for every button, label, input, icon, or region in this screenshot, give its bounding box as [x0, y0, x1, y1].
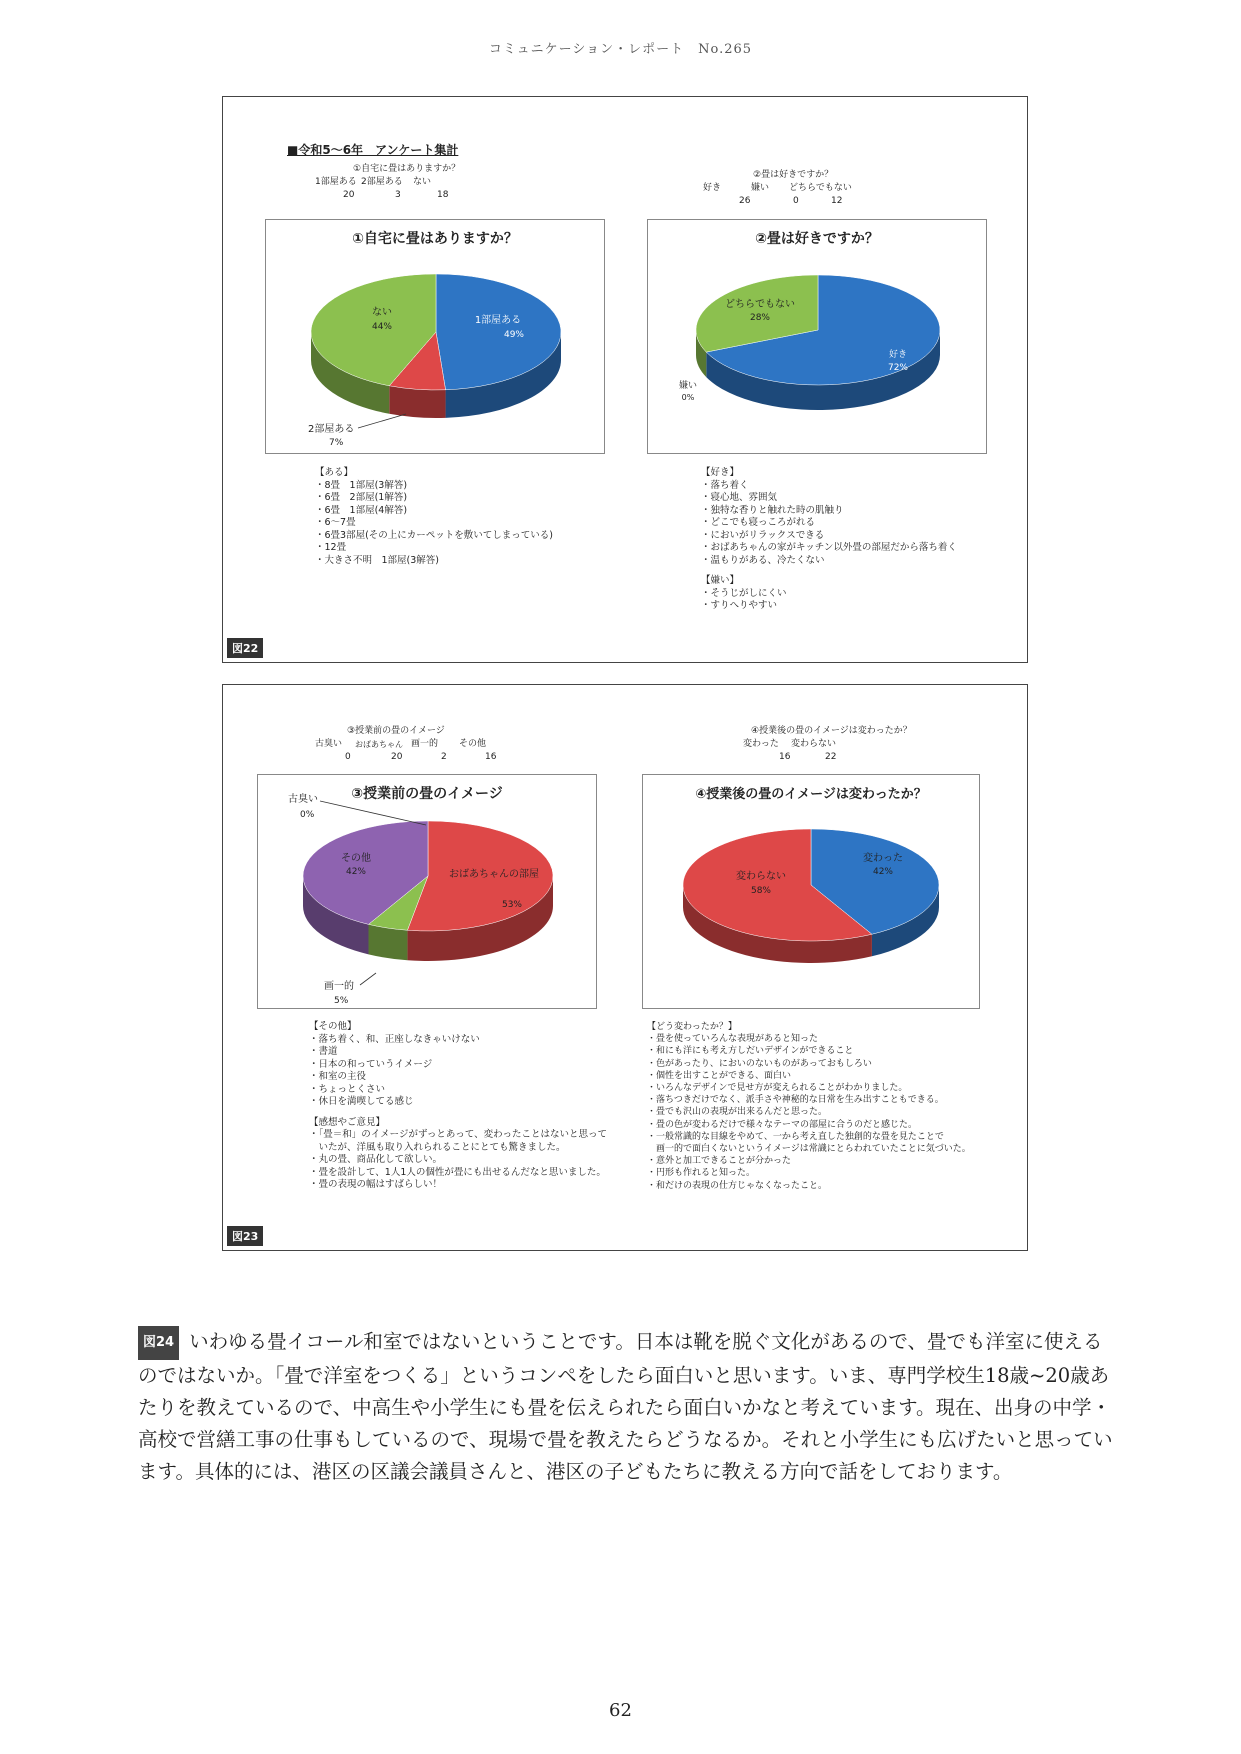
chart-q2 — [647, 219, 987, 454]
chart-q1 — [265, 219, 605, 454]
table-q1-val: 18 — [437, 190, 449, 200]
note-line: 【ある】 — [315, 467, 354, 478]
note-line: ・おばあちゃんの家がキッチン以外畳の部屋だから落ち着く — [701, 542, 957, 553]
chart-q3 — [257, 774, 597, 1009]
pie-label: 0% — [300, 810, 315, 820]
note-line: ・6畳3部屋(その上にカーペットを敷いてしまっている) — [315, 529, 554, 541]
note-line: ・畳でも沢山の表現が出来るんだと思った。 — [647, 1107, 828, 1118]
table-q1-val: 3 — [395, 190, 401, 200]
note-line: ・個性を出すことができる、面白い — [647, 1070, 792, 1081]
table-q4 — [743, 725, 912, 764]
note-line: ・円形も作れると知った。 — [647, 1168, 756, 1179]
survey-title: ■令和5～6年 アンケート集計 — [287, 143, 459, 157]
note-line: ・和室の主役 — [309, 1071, 367, 1082]
body-text: いわゆる畳イコール和室ではないということです。日本は靴を脱ぐ文化があるので、畳でも洋室に使えるのではないか。「畳で洋室をつくる」というコンペをしたら面白いと思います。いま、専門学校生18歳~20歳あたりを教えているので、中高生や小学生にも畳を伝えられたら面白いかなと考えています。現在、出身の中学・高校で営繕工事の仕事もしているので、現場で畳を教えたらどうなるか。それと小学生にも広げたいと思っています。具体的には、港区の区議会議員さんと、港区の子どもたちに教える方向で話をしております。 — [138, 1330, 1113, 1483]
chart-q2-svg — [648, 220, 986, 453]
chart-q4-svg — [643, 775, 979, 1008]
table-q4-val: 22 — [825, 752, 837, 762]
figure-reference: 図24 — [138, 1326, 179, 1360]
notes-q1 — [315, 467, 553, 567]
note-line: ・6～7畳 — [315, 517, 356, 528]
chart-q1-title: ①自宅に畳はありますか？ — [352, 231, 518, 247]
body-paragraph — [138, 1326, 1113, 1488]
note-line: ・意外と加工できることが分かった — [647, 1156, 792, 1167]
note-line: 【好き】 — [701, 467, 740, 478]
table-q4-val: 16 — [779, 752, 791, 762]
note-line: ・色があったり、においのないものがあっておもしろい — [647, 1058, 872, 1069]
pie-slice-side — [389, 386, 445, 418]
note-line: ・6畳 1部屋(4解答) — [315, 504, 408, 516]
table-q2-col: どちらでもない — [789, 183, 852, 193]
figure-label: 図22 — [227, 638, 263, 658]
pie-label: 2部屋ある — [308, 424, 355, 435]
table-q4-question: ④授業後の畳のイメージは変わったか？ — [751, 726, 912, 736]
pie-label: 44% — [371, 322, 393, 332]
pie-label: 画一的 — [324, 981, 354, 992]
note-line: ・落ち着く、和、正座しなきゃいけない — [309, 1033, 480, 1045]
note-line: ・6畳 2部屋(1解答) — [315, 492, 408, 503]
pie-label: 72% — [887, 363, 909, 373]
table-q2 — [703, 169, 852, 208]
notes-q3 — [309, 1021, 607, 1192]
leader-line — [358, 414, 406, 428]
pie-label: 1部屋ある — [474, 315, 522, 326]
table-q3-col: 画一的 — [411, 739, 439, 749]
note-line: ・一般常識的な目線をやめて、一から考え直した独創的な畳を見たことで — [647, 1131, 944, 1142]
pie-label: 変わった — [863, 853, 903, 864]
note-line: ・すりへりやすい — [701, 600, 778, 611]
table-q2-question: ②畳は好きですか？ — [753, 170, 834, 180]
pie-label: 古臭い — [288, 794, 318, 805]
pie-label: 42% — [345, 867, 367, 877]
pie-label: ない — [372, 307, 392, 318]
table-q2-val: 26 — [739, 196, 751, 206]
note-line: ・書道 — [309, 1046, 338, 1057]
note-line: ・12畳 — [315, 542, 347, 553]
note-line: ・落ち着く — [701, 479, 749, 491]
chart-q1-svg — [266, 220, 604, 453]
table-q1 — [315, 163, 460, 202]
note-line: 【その他】 — [309, 1021, 357, 1032]
table-q3-col: その他 — [459, 739, 487, 749]
chart-q3-svg — [258, 775, 596, 1008]
note-line: 【感想やご意見】 — [309, 1116, 386, 1128]
note-line: ・8畳 1部屋(3解答) — [315, 479, 408, 491]
page-number: 62 — [609, 1700, 632, 1721]
table-q3-val: 2 — [441, 752, 447, 762]
pie-label: どちらでもない — [725, 299, 795, 310]
table-q3-val: 0 — [345, 752, 351, 762]
note-line: ・温もりがある、冷たくない — [701, 554, 825, 566]
table-q3-question: ③授業前の畳のイメージ — [347, 726, 445, 736]
table-q3 — [315, 725, 496, 764]
pie-label: 好き — [888, 350, 908, 360]
figure-22 — [222, 96, 1028, 663]
leader-line — [360, 973, 376, 985]
note-line: ・いろんなデザインで見せ方が変えられることがわかりました。 — [647, 1083, 908, 1094]
note-line: 【嫌い】 — [701, 575, 740, 586]
pie-label: 7% — [329, 438, 344, 448]
chart-q4 — [642, 774, 980, 1009]
table-q1-col: 1部屋ある — [315, 177, 357, 187]
pie-label: 嫌い — [678, 381, 698, 391]
notes-q4 — [647, 1021, 971, 1192]
pie-label: 53% — [501, 900, 523, 910]
figure-label: 図23 — [227, 1226, 263, 1246]
table-q4-col: 変わった — [743, 739, 779, 749]
running-header: コミュニケーション・レポート No.265 — [488, 42, 753, 57]
table-q4-col: 変わらない — [791, 739, 837, 749]
note-line: ・休日を満喫してる感じ — [309, 1096, 414, 1107]
table-q1-val: 20 — [343, 190, 355, 200]
note-line: いたが、洋風も取り入れられることにとても驚きました。 — [309, 1141, 566, 1153]
note-line: ・日本の和っていうイメージ — [309, 1058, 433, 1070]
pie-label: 5% — [334, 996, 349, 1006]
note-line: 画一的で面白くないというイメージは常識にとらわれていたことに気づいた。 — [647, 1144, 971, 1155]
pie-label: 49% — [503, 330, 525, 340]
note-line: ・ちょっとくさい — [309, 1083, 386, 1095]
pie-label: 28% — [749, 313, 771, 323]
note-line: ・畳の表現の幅はすばらしい！ — [309, 1179, 443, 1190]
note-line: ・どこでも寝っころがれる — [701, 517, 816, 528]
table-q1-col: 2部屋ある — [361, 177, 403, 187]
note-line: ・和だけの表現の仕方じゃなくなったこと。 — [647, 1180, 828, 1191]
table-q1-col: ない — [413, 177, 432, 187]
table-q1-question: ①自宅に畳はありますか？ — [353, 164, 461, 174]
note-line: ・においがリラックスできる — [701, 529, 825, 541]
table-q3-col: 古臭い — [315, 739, 343, 749]
figure-23 — [222, 684, 1028, 1251]
note-line: ・大きさ不明 1部屋(3解答) — [315, 554, 440, 566]
table-q2-val: 0 — [793, 196, 799, 206]
note-line: ・丸の畳、商品化して欲しい。 — [309, 1154, 443, 1165]
table-q2-val: 12 — [831, 196, 843, 206]
note-line: ・畳を設計して、1人1人の個性が畳にも出せるんだなと思いました。 — [309, 1166, 606, 1178]
pie-label: 0% — [681, 393, 695, 402]
pie-label: その他 — [341, 853, 371, 864]
pie-label: 変わらない — [736, 871, 786, 882]
chart-q2-title: ②畳は好きですか？ — [755, 231, 879, 247]
note-line: ・和にも洋にも考え方しだいデザインができること — [647, 1046, 854, 1057]
note-line: ・寝心地、雰囲気 — [701, 492, 778, 503]
table-q2-col: 好き — [703, 183, 722, 193]
pie-label: おばあちゃんの部屋 — [449, 869, 539, 880]
table-q3-val: 16 — [485, 752, 497, 762]
chart-q4-title: ④授業後の畳のイメージは変わったか？ — [695, 787, 927, 802]
leader-line — [320, 801, 426, 825]
note-line: ・落ちつきだけでなく、派手さや神秘的な日常を生み出すこともできる。 — [647, 1095, 944, 1106]
table-q3-val: 20 — [391, 752, 403, 762]
note-line: ・独特な香りと触れた時の肌触り — [701, 504, 844, 516]
note-line: ・「畳＝和」のイメージがずっとあって、変わったことはないと思って — [309, 1129, 608, 1140]
note-line: ・畳を使っていろんな表現があると知った — [647, 1034, 819, 1045]
table-q3-col: おばあちゃん — [355, 740, 403, 749]
note-line: ・畳の色が変わるだけで様々なテーマの部屋に合うのだと感じた。 — [647, 1119, 918, 1130]
note-line: 【どう変わったか？】 — [647, 1022, 737, 1032]
notes-q2 — [701, 467, 957, 613]
note-line: ・そうじがしにくい — [701, 587, 787, 599]
pie-label: 58% — [750, 886, 772, 896]
table-q2-col: 嫌い — [751, 183, 770, 193]
pie-label: 42% — [872, 867, 894, 877]
chart-q3-title: ③授業前の畳のイメージ — [351, 786, 503, 802]
